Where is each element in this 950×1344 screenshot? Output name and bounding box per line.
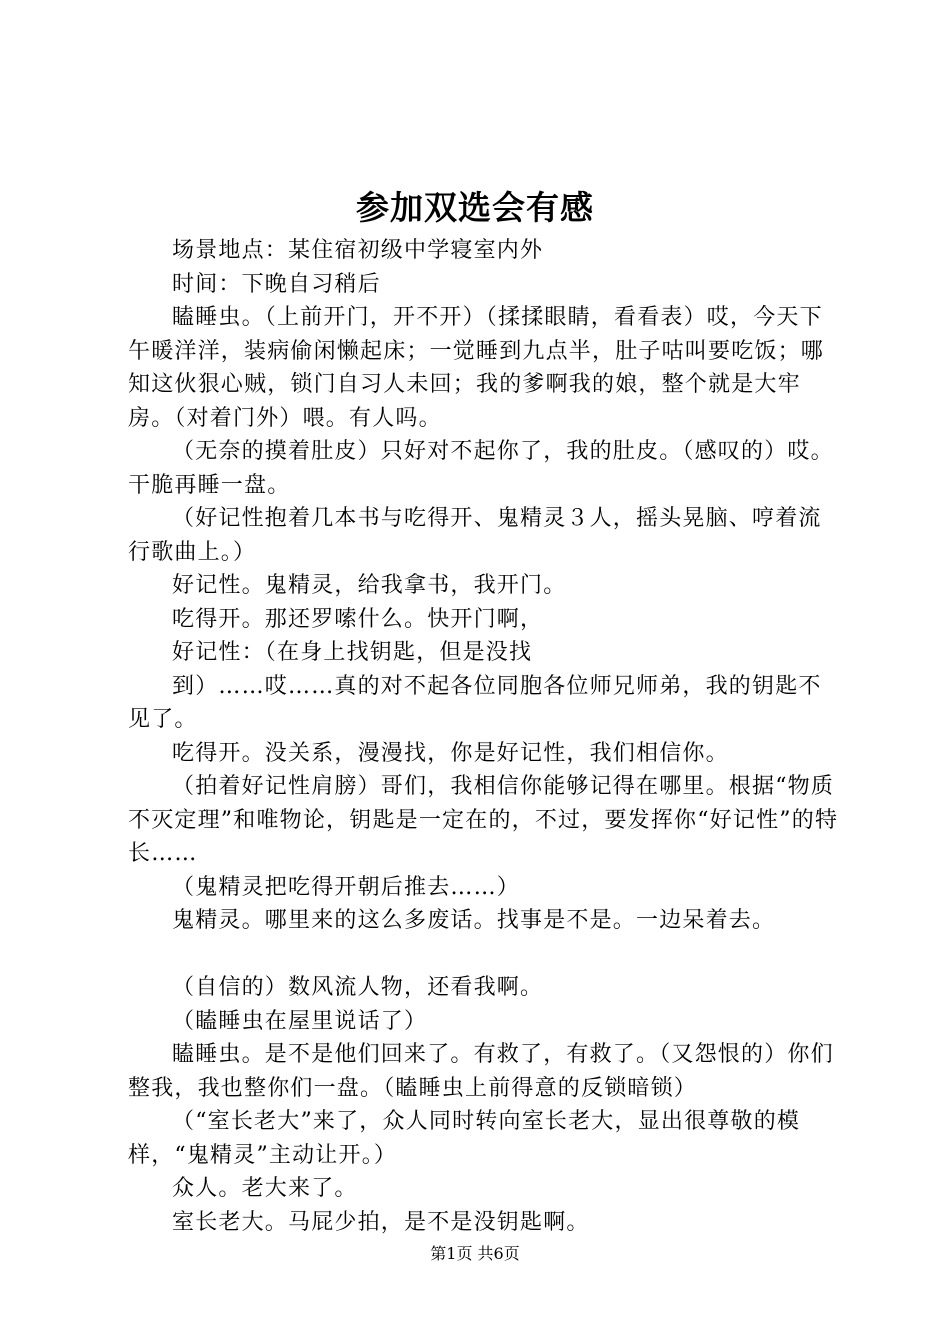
paragraph: 瞌睡虫。（上前开门，开不开）（揉揉眼睛，看看表）哎，今天下午暖洋洋，装病偷闲懒起床；一觉睡到九点半，肚子咕叫要吃饭；哪知这伙狠心贼，锁门自习人未回；我的爹啊我的娘，整个就是大牢房。（对着门外）喂。有人吗。 [128, 305, 825, 431]
paragraph: 瞌睡虫。是不是他们回来了。有救了，有救了。（又怨恨的）你们整我，我也整你们一盘。（瞌睡虫上前得意的反锁暗锁） [128, 1042, 834, 1101]
paragraph: 室长老大。马屁少拍，是不是没钥匙啊。 [172, 1209, 590, 1235]
paragraph: 时间：下晚自习稍后 [172, 271, 381, 297]
paragraph: 众人。老大来了。 [172, 1176, 358, 1201]
paragraph: （拍着好记性肩膀）哥们，我相信你能够记得在哪里。根据“物质不灭定理”和唯物论，钥匙是一定在的，不过，要发挥你“好记性”的特长…… [128, 774, 839, 866]
paragraph: （鬼精灵把吃得开朝后推去……） [172, 874, 521, 900]
paragraph: （“室长老大”来了，众人同时转向室长老大，显出很尊敬的模样，“鬼精灵”主动让开。） [128, 1109, 801, 1168]
paragraph: （无奈的摸着肚皮）只好对不起你了，我的肚皮。（感叹的）哎。干脆再睡一盘。 [128, 439, 834, 498]
paragraph: 好记性：（在身上找钥匙，但是没找 [172, 640, 533, 665]
paragraph: 好记性。鬼精灵，给我拿书，我开门。 [172, 573, 567, 598]
paragraph: 鬼精灵。哪里来的这么多废话。找事是不是。一边呆着去。 [172, 908, 776, 933]
paragraph: 到）……哎……真的对不起各位同胞各位师兄师弟，我的钥匙不见了。 [128, 673, 822, 732]
paragraph: （好记性抱着几本书与吃得开、鬼精灵３人，摇头晃脑、哼着流行歌曲上。） [128, 506, 822, 565]
paragraph: （自信的）数风流人物，还看我啊。 [172, 975, 544, 1000]
page-number-footer: 第1页 共6页 [430, 1244, 520, 1263]
paragraph: 吃得开。那还罗嗦什么。快开门啊， [172, 606, 544, 632]
paragraph: （瞌睡虫在屋里说话了） [172, 1008, 428, 1034]
document-title: 参加双选会有感 [356, 188, 594, 227]
document-body [128, 234, 840, 1239]
paragraph: 场景地点：某住宿初级中学寝室内外 [172, 238, 544, 263]
paragraph: 吃得开。没关系，漫漫找，你是好记性，我们相信你。 [172, 740, 729, 766]
